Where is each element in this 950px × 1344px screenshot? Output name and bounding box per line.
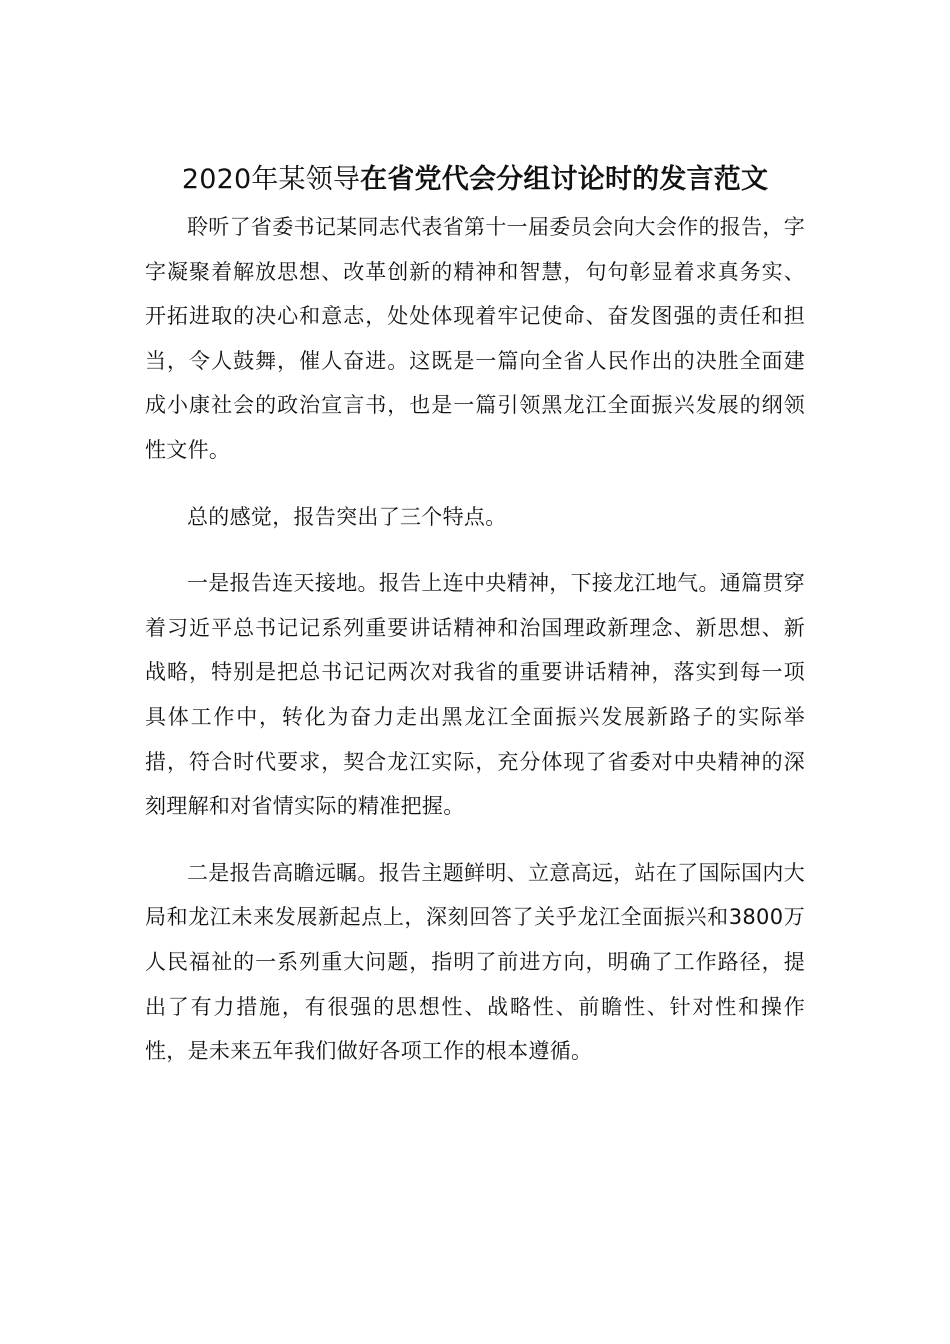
paragraph-point-two: 二是报告高瞻远瞩。报告主题鲜明、立意高远，站在了国际国内大局和龙江未来发展新起点上，深刻回答了关乎龙江全面振兴和3800万人民福祉的一系列重大问题，指明了前进方向，明确了工作路径，提出了有力措施，有很强的思想性、战略性、前瞻性、针对性和操作性，是未来五年我们做好各项工作的根本遵循。 — [145, 860, 805, 1064]
paragraph-intro: 聆听了省委书记某同志代表省第十一届委员会向大会作的报告，字字凝聚着解放思想、改革创新的精神和智慧，句句彰显着求真务实、开拓进取的决心和意志，处处体现着牢记使命、奋发图强的责任和担当，令人鼓舞，催人奋进。这既是一篇向全省人民作出的决胜全面建成小康社会的政治宣言书，也是一篇引领黑龙江全面振兴发展的纲领性文件。 — [145, 215, 805, 462]
title-lead: 2020年某领导 — [181, 164, 361, 196]
document-title — [0, 160, 950, 200]
paragraph-summary: 总的感觉，报告突出了三个特点。 — [187, 504, 507, 529]
paragraph-point-one: 一是报告连天接地。报告上连中央精神，下接龙江地气。通篇贯穿着习近平总书记记系列重要讲话精神和治国理政新理念、新思想、新战略，特别是把总书记记两次对我省的重要讲话精神，落实到每一项具体工作中，转化为奋力走出黑龙江全面振兴发展新路子的实际举措，符合时代要求，契合龙江实际，充分体现了省委对中央精神的深刻理解和对省情实际的精准把握。 — [145, 571, 805, 819]
title-main: 在省党代会分组讨论时的发言范文 — [360, 164, 769, 196]
document-body — [145, 205, 805, 1096]
